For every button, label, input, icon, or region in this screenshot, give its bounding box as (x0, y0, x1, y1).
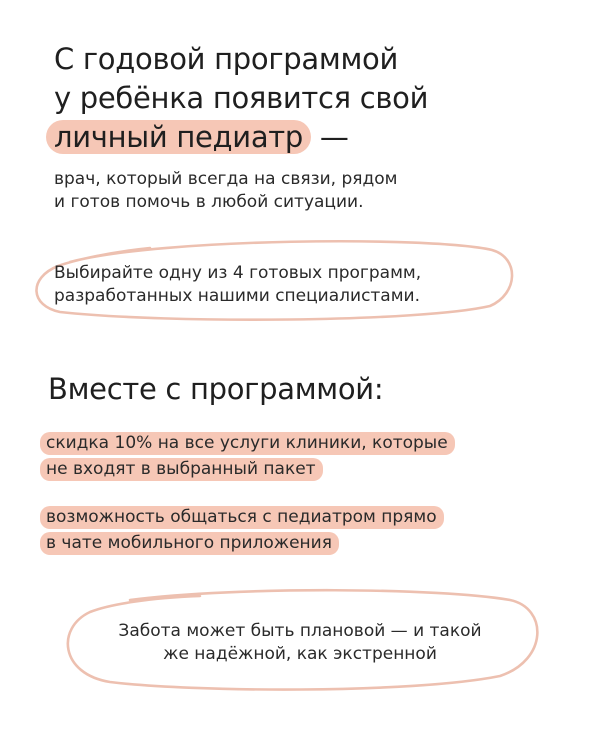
page-headline (54, 40, 574, 157)
closing-note-line-1: Забота может быть плановой — и такой (118, 621, 482, 641)
choose-note (54, 262, 524, 308)
headline-line-3 (54, 118, 574, 157)
benefit-item (40, 432, 560, 480)
headline-dash: — (311, 120, 349, 154)
benefit-2-line-1: возможность общаться с педиатром прямо (40, 506, 444, 529)
choose-note-line-1: Выбирайте одну из 4 готовых программ, (54, 263, 422, 283)
headline-line-2: у ребёнка появится свой (54, 81, 429, 115)
headline-highlight: личный педиатр (46, 120, 311, 154)
headline-line-1: С годовой программой (54, 42, 399, 76)
benefit-1-line-2: не входят в выбранный пакет (40, 458, 323, 481)
subtitle-line-2: и готов помочь в любой ситуации. (54, 192, 364, 212)
subtitle (54, 168, 554, 214)
choose-note-line-2: разработанных нашими специалистами. (54, 286, 421, 306)
section-title: Вместе с программой: (48, 372, 384, 406)
benefit-1-line-1: скидка 10% на все услуги клиники, которые (40, 432, 455, 455)
benefit-item (40, 506, 560, 554)
subtitle-line-1: врач, который всегда на связи, рядом (54, 169, 398, 189)
closing-note (70, 620, 530, 666)
closing-note-line-2: же надёжной, как экстренной (163, 644, 437, 664)
benefit-2-line-2: в чате мобильного приложения (40, 532, 339, 555)
